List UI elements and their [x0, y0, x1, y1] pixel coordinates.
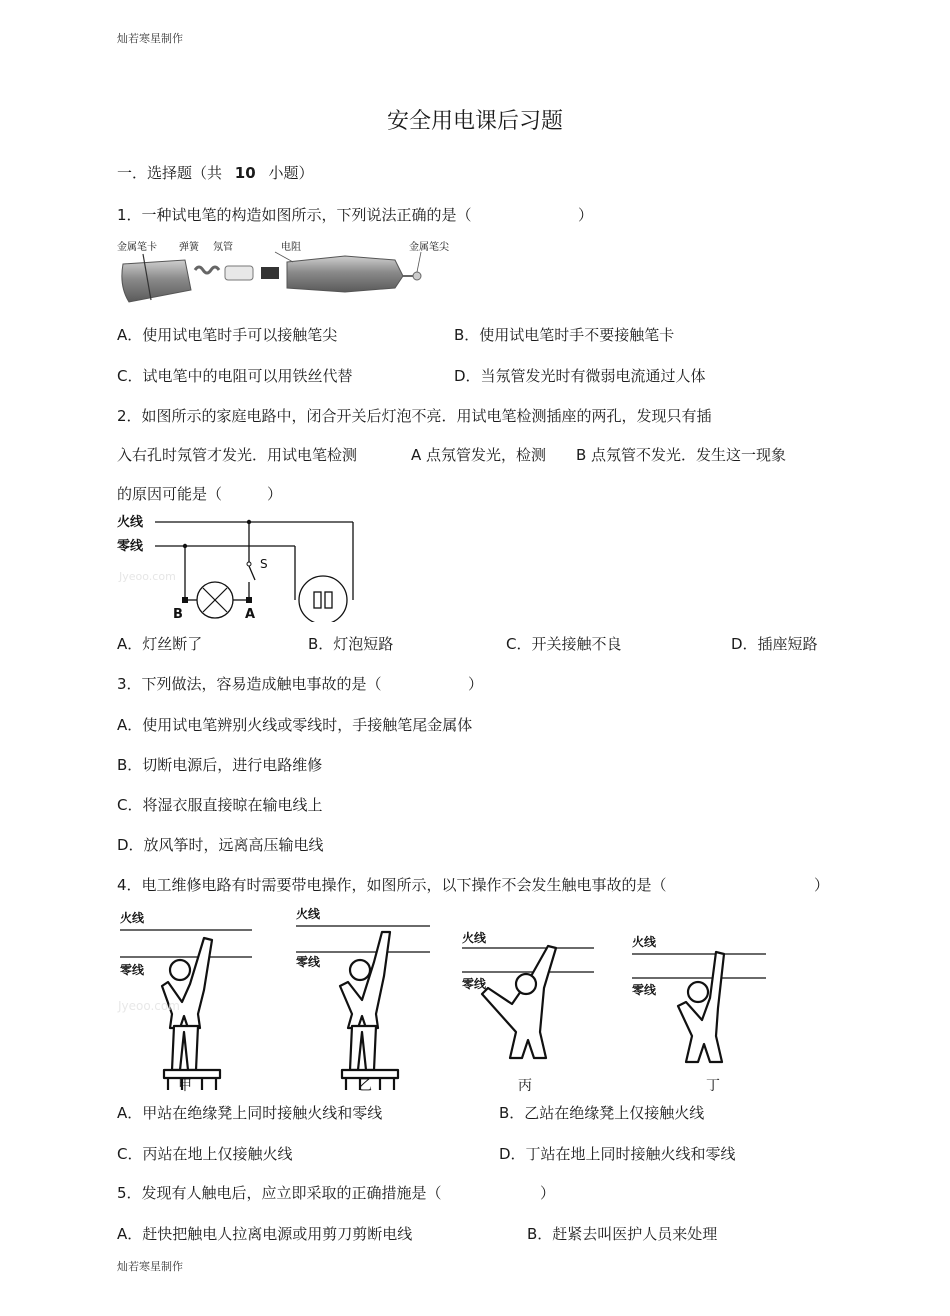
page-header: 灿若寒星制作 — [117, 32, 183, 45]
q4-close-paren: ） — [814, 876, 830, 894]
section-prefix: 一．选择题（共 — [117, 164, 223, 182]
pen-cap — [122, 260, 191, 302]
fig-ding-neutral-label: 零线 — [632, 983, 657, 997]
test-pencil-figure — [115, 236, 455, 308]
fig-bing-neutral-label: 零线 — [462, 977, 487, 991]
fig-label-pen-tip: 金属笔尖 — [409, 242, 449, 253]
q2-line-2a: 入右孔时氖管才发光．用试电笔检测 — [117, 446, 358, 464]
q4-option-a: A．甲站在绝缘凳上同时接触火线和零线 — [117, 1104, 383, 1122]
fig-label-spring: 弹簧 — [179, 242, 199, 253]
q2-line-2c: B 点氖管不发光．发生这一现象 — [576, 446, 787, 464]
q4-option-d: D．丁站在地上同时接触火线和零线 — [499, 1145, 736, 1163]
fig-yi-live-label: 火线 — [296, 907, 321, 921]
q5-close-paren: ） — [540, 1184, 556, 1202]
section-heading — [117, 163, 313, 183]
fig-ding-live-label: 火线 — [632, 935, 657, 949]
fig-bing-name: 丙 — [518, 1078, 532, 1094]
label-point-b: B — [173, 607, 183, 622]
switch-s — [249, 566, 255, 580]
fig-jia-neutral-label: 零线 — [120, 963, 145, 977]
pen-tip-end — [413, 272, 421, 280]
q1-option-c: C．试电笔中的电阻可以用铁丝代替 — [117, 367, 353, 385]
resistor — [261, 267, 279, 279]
q1-close-paren: ） — [578, 206, 594, 224]
section-count: 10 — [234, 164, 256, 182]
q2-option-b: B．灯泡短路 — [308, 635, 394, 653]
q4-option-c: C．丙站在地上仅接触火线 — [117, 1145, 293, 1163]
q1-option-b: B．使用试电笔时手不要接触笔卡 — [454, 326, 675, 344]
q5-option-a: A．赶快把触电人拉离电源或用剪刀剪断电线 — [117, 1225, 413, 1243]
q5-stem: 5．发现有人触电后，应立即采取的正确措施是（ — [117, 1184, 442, 1202]
electricians-figure — [112, 902, 782, 1094]
q3-option-b: B．切断电源后，进行电路维修 — [117, 756, 323, 774]
household-circuit-figure — [115, 510, 365, 622]
fig-label-pen-clip: 金属笔卡 — [117, 242, 157, 253]
q4-stem: 4．电工维修电路有时需要带电操作，如图所示，以下操作不会发生触电事故的是（ — [117, 876, 667, 894]
neon-tube — [225, 266, 253, 280]
q3-option-d: D．放风筝时，远离高压输电线 — [117, 836, 324, 854]
figure-yi — [296, 906, 430, 1094]
pen-spring — [195, 267, 219, 273]
figure-bing — [462, 930, 594, 1094]
q4-option-b: B．乙站在绝缘凳上仅接触火线 — [499, 1104, 705, 1122]
fig-label-resistor: 电阻 — [281, 242, 301, 253]
watermark: Jyeoo.com — [119, 570, 176, 583]
q3-option-c: C．将湿衣服直接晾在输电线上 — [117, 796, 323, 814]
fig-yi-name: 乙 — [358, 1078, 372, 1094]
label-neutral-wire: 零线 — [117, 539, 144, 554]
q2-option-a: A．灯丝断了 — [117, 635, 203, 653]
fig-bing-live-label: 火线 — [462, 931, 487, 945]
page-footer: 灿若寒星制作 — [117, 1260, 183, 1273]
q1-option-d: D．当氖管发光时有微弱电流通过人体 — [454, 367, 706, 385]
fig-ding-name: 丁 — [706, 1078, 720, 1094]
q3-stem: 3．下列做法，容易造成触电事故的是（ — [117, 675, 382, 693]
fig-jia-live-label: 火线 — [120, 911, 145, 925]
fig-jia-name: 甲 — [178, 1078, 192, 1094]
pen-body — [287, 256, 403, 292]
q2-line-1: 2．如图所示的家庭电路中，闭合开关后灯泡不亮．用试电笔检测插座的两孔，发现只有插 — [117, 407, 712, 425]
label-switch-s: S — [260, 557, 268, 571]
q1-stem: 1．一种试电笔的构造如图所示，下列说法正确的是（ — [117, 206, 472, 224]
q2-line-2b: A 点氖管发光，检测 — [411, 446, 547, 464]
q5-option-b: B．赶紧去叫医护人员来处理 — [527, 1225, 718, 1243]
label-live-wire: 火线 — [117, 515, 144, 530]
label-point-a: A — [245, 607, 256, 622]
socket — [299, 576, 347, 622]
page-title: 安全用电课后习题 — [386, 109, 563, 134]
q2-line-3: 的原因可能是（ ） — [117, 485, 283, 503]
watermark: Jyeoo.com — [118, 999, 180, 1013]
q3-close-paren: ） — [468, 675, 484, 693]
fig-yi-neutral-label: 零线 — [296, 955, 321, 969]
q2-option-c: C．开关接触不良 — [506, 635, 622, 653]
section-suffix: 小题） — [268, 164, 314, 182]
q1-option-a: A．使用试电笔时手可以接触笔尖 — [117, 326, 338, 344]
fig-label-neon: 氖管 — [213, 242, 233, 253]
figure-ding — [632, 934, 766, 1094]
q3-option-a: A．使用试电笔辨别火线或零线时，手接触笔尾金属体 — [117, 716, 473, 734]
q2-option-d: D．插座短路 — [731, 635, 818, 653]
